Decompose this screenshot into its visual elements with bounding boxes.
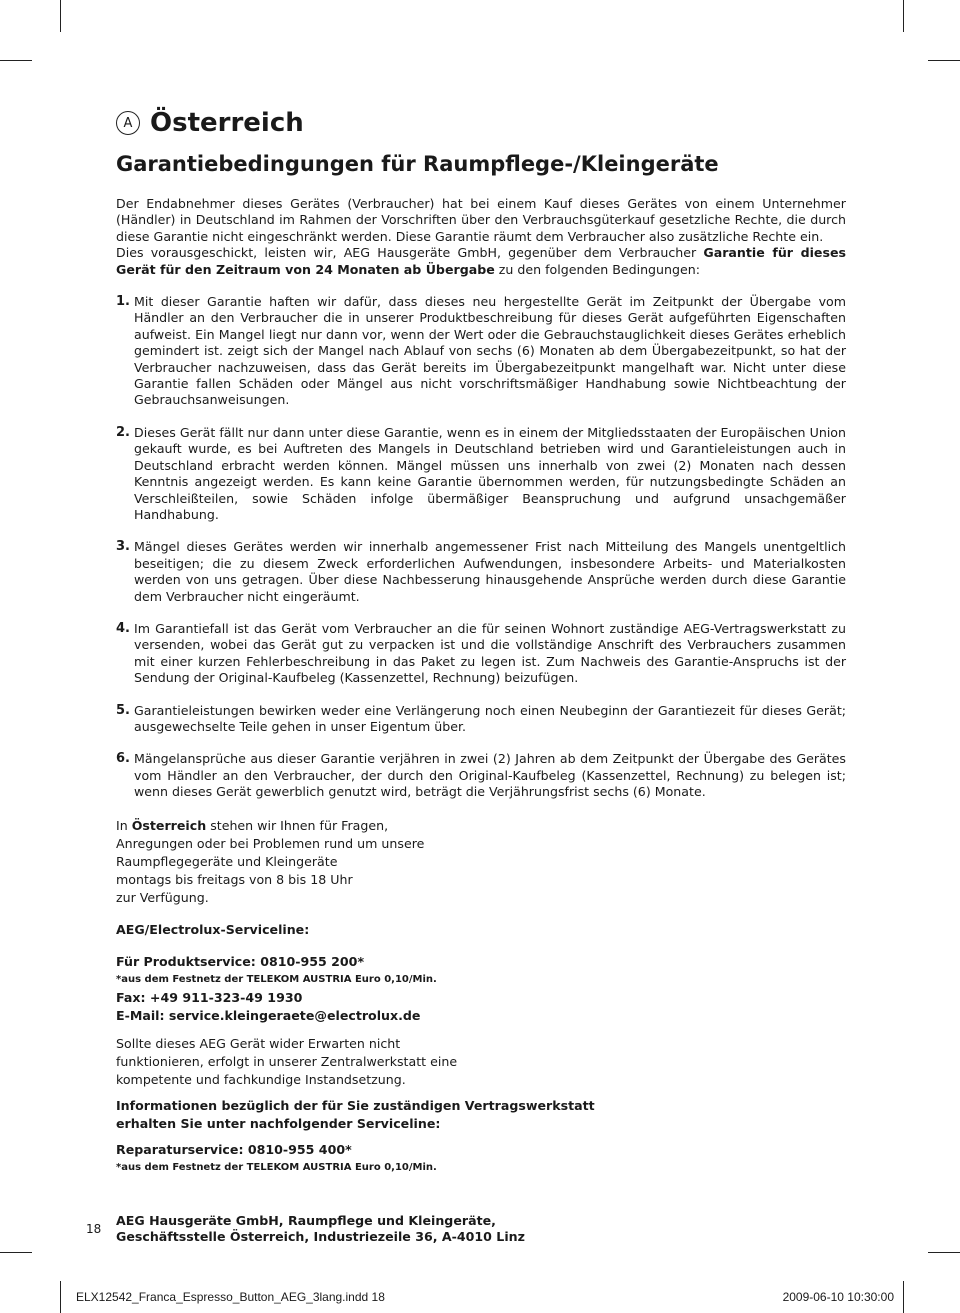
country-badge-icon: A	[116, 111, 140, 135]
email-address: E-Mail: service.kleingeraete@electrolux.de	[116, 1007, 421, 1023]
repair-service-block	[116, 1141, 846, 1177]
crop-mark	[60, 1281, 61, 1313]
crop-mark	[903, 1281, 904, 1313]
address-line: Geschäftsstelle Österreich, Industriezeile 36, A-4010 Linz	[116, 1228, 525, 1244]
repair-block	[116, 1035, 846, 1089]
phone-cost-note: *aus dem Festnetz der TELEKOM AUSTRIA Euro 0,10/Min.	[116, 1161, 437, 1173]
repair-line: funktionieren, erfolgt in unserer Zentralwerkstatt eine	[116, 1053, 458, 1069]
intro-paragraph: Der Endabnehmer dieses Gerätes (Verbraucher) hat bei einem Kauf dieses Gerätes von einem Unternehmer (Händler) in Deutschland im Rahmen der Vorschriften über den Verbrauchsgüterkauf gesetzliche Rechte, die durch diese Garantie nicht eingeschränkt werden. Diese Garantie räumt dem Verbraucher also zusätzliche Rechte ein.	[116, 196, 846, 244]
page-title: Garantiebedingungen für Raumpflege-/Kleingeräte	[116, 152, 719, 176]
condition-number: 4.	[116, 620, 130, 636]
condition-number: 3.	[116, 539, 130, 555]
contact-info	[116, 817, 846, 1245]
repair-line: Sollte dieses AEG Gerät wider Erwarten nicht	[116, 1035, 401, 1051]
footer-filename: ELX12542_Franca_Espresso_Button_AEG_3lang.indd 18	[76, 1290, 385, 1304]
repair-service-phone: Reparaturservice: 0810-955 400*	[116, 1141, 352, 1157]
product-service-phone: Für Produktservice: 0810-955 200*	[116, 953, 365, 969]
repair-line: kompetente und fachkundige Instandsetzung.	[116, 1071, 406, 1087]
condition-item	[116, 751, 846, 800]
availability-text: stehen wir Ihnen für Fragen,	[206, 817, 389, 833]
crop-mark	[903, 0, 904, 32]
condition-item	[116, 539, 846, 605]
address-line: AEG Hausgeräte GmbH, Raumpflege und Kleingeräte,	[116, 1212, 496, 1228]
condition-text: Garantieleistungen bewirken weder eine Verlängerung noch einen Neubeginn der Garantiezeit für dieses Gerät; ausgewechselte Teile gehen in unser Eigentum über.	[134, 702, 846, 734]
availability-line: montags bis freitags von 8 bis 18 Uhr	[116, 871, 353, 887]
crop-mark	[928, 60, 960, 61]
availability-line: zur Verfügung.	[116, 889, 209, 905]
company-address	[116, 1213, 846, 1245]
country-heading	[116, 108, 846, 138]
condition-number: 2.	[116, 424, 130, 440]
crop-mark	[0, 60, 32, 61]
condition-item	[116, 425, 846, 523]
condition-item	[116, 294, 846, 409]
intro-text: Dies vorausgeschickt, leisten wir, AEG Hausgeräte GmbH, gegenüber dem Verbraucher	[116, 245, 704, 261]
country-title: Österreich	[150, 108, 304, 138]
intro-paragraph-2	[116, 245, 846, 278]
availability-block	[116, 817, 846, 907]
intro-bold-text: Garantie für dieses Gerät für den Zeitraum von 24 Monaten ab Übergabe	[116, 245, 846, 277]
crop-mark	[0, 1252, 32, 1253]
country-name: Österreich	[131, 817, 207, 833]
footer-timestamp: 2009-06-10 10:30:00	[782, 1290, 894, 1304]
availability-line	[116, 817, 846, 835]
condition-text: Mit dieser Garantie haften wir dafür, dass dieses neu hergestellte Gerät im Zeitpunkt der Übergabe vom Händler an den Verbraucher die in unserer Produktbeschreibung für dieses Gerät aufgeführten Eigenschaften aufweist. Ein Mangel liegt nur dann vor, wenn der Wert oder die Gebrauchstauglichkeit dieses Gerätes erheblich gemindert ist. zeigt sich der Mangel nach Ablauf von sechs (6) Monaten ab dem Übergabezeitpunkt, so hat der Verbraucher nachzuweisen, dass das Gerät bereits im Übergabezeitpunkt mangelhaft war. Nicht unter diese Garantie fallen Schäden oder Mängel aus nicht vorschriftsmäßiger Handhabung sowie Nichtbeachtung der Gebrauchsanweisungen.	[134, 294, 846, 408]
condition-text: Im Garantiefall ist das Gerät vom Verbraucher an die für seinen Wohnort zuständige AEG-Vertragswerkstatt zu versenden, wobei das Gerät gut zu verpacken ist und die vollständige Anschrift des Verbrauchers zusammen mit einer kurzen Fehlerbeschreibung in das Paket zu legen ist. Zum Nachweis des Garantie-Anspruchs ist der Sendung der Original-Kaufbeleg (Kassenzettel, Rechnung) beizufügen.	[134, 620, 846, 686]
document-content	[116, 108, 846, 1245]
print-footer	[76, 1290, 894, 1304]
condition-item	[116, 703, 846, 736]
fax-number: Fax: +49 911-323-49 1930	[116, 989, 303, 1005]
intro-section	[116, 196, 846, 278]
availability-line: Anregungen oder bei Problemen rund um unsere	[116, 835, 425, 851]
condition-number: 5.	[116, 702, 130, 718]
availability-text: In	[116, 817, 132, 833]
condition-number: 1.	[116, 294, 130, 310]
conditions-list	[116, 294, 846, 801]
condition-text: Dieses Gerät fällt nur dann unter diese Garantie, wenn es in einem der Mitgliedsstaaten der Europäischen Union gekauft wurde, es bei Auftreten des Mangels in Deutschland betrieben wird und Garantieleistungen auch in Deutschland erbracht werden können. Mängel müssen uns innerhalb von zwei (2) Monaten nach dessen Kenntnis angezeigt werden. Es kann keine Garantie übernommen werden, für nutzungsbedingte Schäden an Verschleißteilen, sowie Schäden infolge übermäßiger Beanspruchung und aufgrund unsachgemäßer Handhabung.	[134, 424, 846, 522]
availability-line: Raumpflegegeräte und Kleingeräte	[116, 853, 338, 869]
serviceline-heading: AEG/Electrolux-Serviceline:	[116, 921, 310, 937]
crop-mark	[60, 0, 61, 32]
service-contacts	[116, 953, 846, 1025]
condition-text: Mängel dieses Gerätes werden wir innerhalb angemessener Frist nach Mitteilung des Mangels unentgeltlich beseitigen; die zu diesem Zweck erforderlichen Aufwendungen, insbesondere Arbeits- und Materialkosten werden von uns getragen. Über diese Nachbesserung hinausgehende Ansprüche werden durch diese Garantie dem Verbraucher nicht eingeräumt.	[134, 539, 846, 604]
workshop-line: Informationen bezüglich der für Sie zuständigen Vertragswerkstatt	[116, 1097, 595, 1113]
condition-item	[116, 621, 846, 687]
crop-mark	[928, 1252, 960, 1253]
condition-text: Mängelansprüche aus dieser Garantie verjähren in zwei (2) Jahren ab dem Zeitpunkt der Übergabe des Gerätes vom Händler an den Verbraucher, der durch den Original-Kaufbeleg (Kassenzettel, Rechnung) zu belegen ist; wenn dieses Gerät gewerblich genutzt wird, beträgt die Verjährungsfrist sechs (6) Monate.	[134, 751, 846, 800]
workshop-info	[116, 1097, 846, 1133]
intro-text-end: zu den folgenden Bedingungen:	[494, 261, 700, 277]
phone-cost-note: *aus dem Festnetz der TELEKOM AUSTRIA Euro 0,10/Min.	[116, 973, 437, 985]
condition-number: 6.	[116, 751, 130, 767]
page-number: 18	[86, 1222, 102, 1236]
workshop-line: erhalten Sie unter nachfolgender Serviceline:	[116, 1115, 441, 1131]
